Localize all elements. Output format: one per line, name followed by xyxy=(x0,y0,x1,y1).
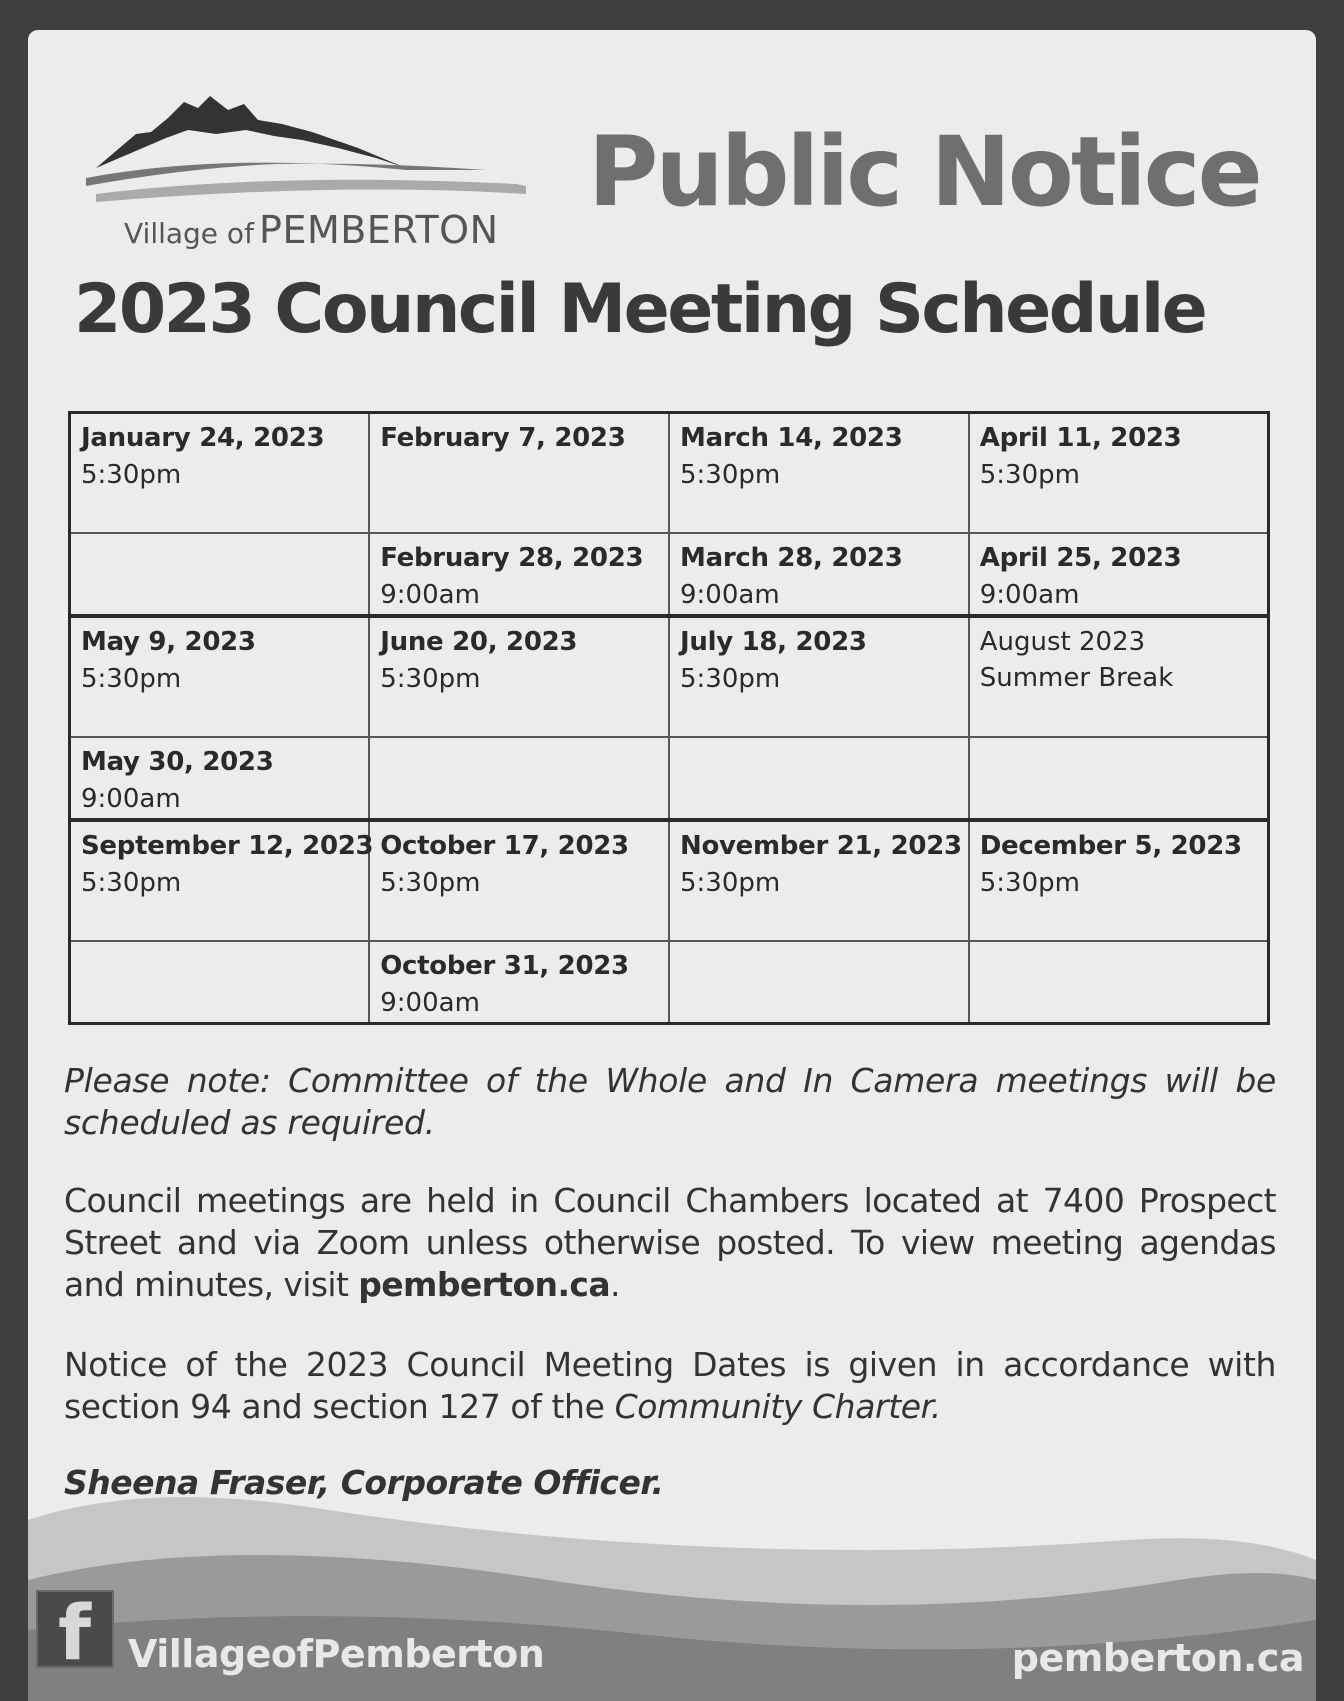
meeting-time: 9:00am xyxy=(380,988,480,1018)
cell-note-line: August 2023 xyxy=(979,627,1146,657)
meeting-time: 5:30pm xyxy=(979,460,1080,490)
schedule-cell xyxy=(969,533,1269,616)
meeting-date: June 20, 2023 xyxy=(380,627,578,657)
schedule-cell xyxy=(969,616,1269,737)
meeting-time: 5:30pm xyxy=(380,868,481,898)
schedule-cell xyxy=(70,616,370,737)
meeting-date: April 11, 2023 xyxy=(979,423,1182,453)
schedule-cell xyxy=(70,941,370,1024)
meeting-time: 5:30pm xyxy=(81,460,182,490)
meeting-date: December 5, 2023 xyxy=(979,831,1242,861)
meeting-time: 9:00am xyxy=(979,580,1080,610)
schedule-cell xyxy=(70,413,370,534)
meeting-time: 9:00am xyxy=(81,784,181,814)
council-location-paragraph xyxy=(64,1180,1276,1306)
meeting-time: 5:30pm xyxy=(380,664,481,694)
meeting-date: February 7, 2023 xyxy=(380,423,626,453)
cell-note-line: Summer Break xyxy=(979,663,1174,693)
committee-note: Please note: Committee of the Whole and In Camera meetings will be scheduled as required. xyxy=(64,1061,1276,1142)
facebook-handle[interactable]: VillageofPemberton xyxy=(128,1632,545,1676)
schedule-cell xyxy=(669,616,969,737)
schedule-cell xyxy=(669,533,969,616)
signature: Sheena Fraser, Corporate Officer. xyxy=(64,1463,664,1502)
community-charter-ref: Community Charter. xyxy=(614,1387,941,1426)
meeting-date: January 24, 2023 xyxy=(81,423,325,453)
schedule-row xyxy=(70,941,1269,1024)
meeting-time: 5:30pm xyxy=(680,868,781,898)
meeting-date: March 14, 2023 xyxy=(680,423,903,453)
meeting-schedule-table xyxy=(68,411,1270,1025)
meeting-time: 5:30pm xyxy=(81,664,182,694)
meeting-date: April 25, 2023 xyxy=(979,543,1182,573)
schedule-cell xyxy=(369,413,669,534)
schedule-cell xyxy=(369,941,669,1024)
council-text-end: . xyxy=(610,1265,620,1304)
logo-name: PEMBERTON xyxy=(259,208,499,252)
facebook-icon[interactable] xyxy=(36,1588,114,1677)
mountain-logo-icon xyxy=(76,74,536,204)
schedule-cell xyxy=(669,820,969,941)
schedule-cell xyxy=(969,941,1269,1024)
village-logo xyxy=(76,74,536,254)
website-link[interactable]: pemberton.ca xyxy=(358,1265,611,1304)
meeting-date: February 28, 2023 xyxy=(380,543,644,573)
schedule-cell xyxy=(369,533,669,616)
schedule-cell xyxy=(969,820,1269,941)
council-text: Council meetings are held in Council Chambers located at 7400 Prospect Street and via Zoom unless otherwise posted. To view meeting agendas and minutes, visit xyxy=(64,1181,1276,1304)
meeting-date: May 9, 2023 xyxy=(81,627,256,657)
public-notice-heading: Public Notice xyxy=(588,116,1260,228)
schedule-row xyxy=(70,533,1269,616)
logo-wordmark xyxy=(124,208,499,252)
meeting-date: October 31, 2023 xyxy=(380,951,629,981)
schedule-row xyxy=(70,737,1269,820)
meeting-time: 5:30pm xyxy=(979,868,1080,898)
meeting-date: October 17, 2023 xyxy=(380,831,629,861)
meeting-time: 5:30pm xyxy=(680,460,781,490)
meeting-date: May 30, 2023 xyxy=(81,747,274,777)
schedule-cell xyxy=(70,737,370,820)
meeting-date: March 28, 2023 xyxy=(680,543,903,573)
schedule-cell xyxy=(669,737,969,820)
meeting-date: September 12, 2023 xyxy=(81,831,374,861)
meeting-time: 9:00am xyxy=(380,580,480,610)
schedule-cell xyxy=(70,533,370,616)
meeting-date: July 18, 2023 xyxy=(680,627,867,657)
schedule-cell xyxy=(969,737,1269,820)
schedule-cell xyxy=(369,820,669,941)
schedule-cell xyxy=(669,413,969,534)
schedule-cell xyxy=(369,616,669,737)
meeting-date: November 21, 2023 xyxy=(680,831,962,861)
schedule-row xyxy=(70,820,1269,941)
meeting-time: 5:30pm xyxy=(680,664,781,694)
facebook-letter: f xyxy=(58,1588,92,1677)
schedule-row xyxy=(70,413,1269,534)
notice-page xyxy=(28,30,1316,1701)
meeting-time: 9:00am xyxy=(680,580,780,610)
page-title: 2023 Council Meeting Schedule xyxy=(74,270,1206,349)
notice-text: Notice of the 2023 Council Meeting Dates is given in accordance with section 94 and section 127 of the xyxy=(64,1345,1276,1426)
schedule-cell xyxy=(669,941,969,1024)
logo-prefix: Village of xyxy=(124,217,254,250)
schedule-cell xyxy=(369,737,669,820)
schedule-row xyxy=(70,616,1269,737)
schedule-cell xyxy=(70,820,374,941)
meeting-time: 5:30pm xyxy=(81,868,182,898)
schedule-cell xyxy=(969,413,1269,534)
footer-website-link[interactable]: pemberton.ca xyxy=(1011,1636,1304,1680)
notice-paragraph xyxy=(64,1344,1276,1428)
